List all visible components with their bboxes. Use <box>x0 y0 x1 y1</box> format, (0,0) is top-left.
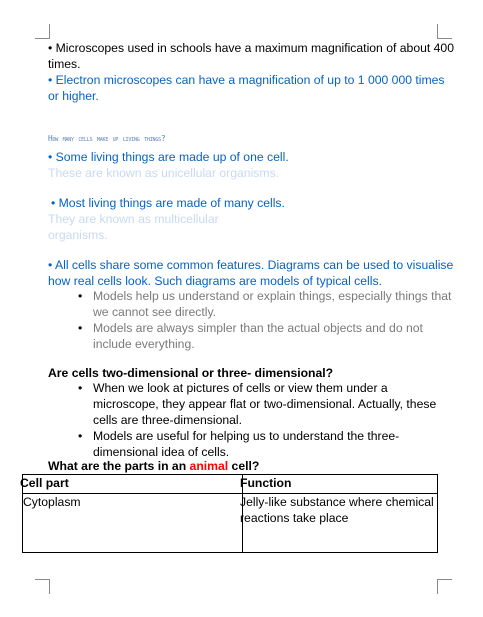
cell-part-value: Cytoplasm <box>23 494 243 553</box>
dimension-list <box>48 380 440 460</box>
microscope-facts <box>48 40 454 104</box>
crop-mark-top-right <box>437 24 452 39</box>
bullet-icon: • <box>78 321 83 335</box>
header-function: Function <box>243 475 438 494</box>
electron-microscope-line: • Electron microscopes can have a magnification of up to 1 000 000 times <box>48 73 445 87</box>
crop-mark-top-left <box>35 24 50 39</box>
list-item-line: Models are always simpler than the actual objects and do not <box>93 321 423 335</box>
unicellular-line: • Some living things are made up of one cell. <box>48 150 289 164</box>
list-item-line: When we look at pictures of cells or view them under a <box>93 381 388 395</box>
electron-microscope-line-cont: or higher. <box>48 89 99 103</box>
multicellular-line-faint-2: organisms. <box>48 228 108 242</box>
cell-function-value: Jelly-like substance where chemical reactions take place <box>243 494 438 553</box>
crop-mark-bottom-left <box>35 579 50 594</box>
microscope-school-line-cont: times. <box>48 57 81 71</box>
parts-question-start: What are the parts in an <box>48 459 190 473</box>
multicellular-block <box>51 195 443 211</box>
list-item <box>48 380 440 428</box>
header-cell-part: Cell part <box>23 475 243 494</box>
common-features-line-2: how real cells look. Such diagrams are models of typical cells. <box>48 274 382 288</box>
models-list <box>48 288 452 352</box>
multicellular-line-faint-1: They are known as multicellular <box>48 212 219 226</box>
multicellular-faint-block <box>48 211 440 243</box>
list-item <box>48 288 452 320</box>
list-item-line: include everything. <box>93 337 195 351</box>
list-item <box>48 320 440 352</box>
common-features-block <box>48 257 454 289</box>
parts-question-highlight: animal <box>189 459 229 473</box>
list-item <box>48 428 440 460</box>
bullet-icon: • <box>78 429 83 443</box>
list-item-line: Models help us understand or explain things, especially things that <box>93 289 452 303</box>
parts-question-end: cell? <box>228 459 260 473</box>
parts-question <box>48 458 440 474</box>
list-item-line: we cannot see directly. <box>93 305 217 319</box>
bullet-icon: • <box>78 381 83 395</box>
list-item-line: microscope, they appear flat or two-dimensional. Actually, these <box>93 397 437 411</box>
unicellular-line-faint: These are known as unicellular organisms. <box>48 166 279 180</box>
microscope-school-line: • Microscopes used in schools have a maximum magnification of about 400 <box>48 41 454 55</box>
table-header-row <box>23 475 438 494</box>
table-row <box>23 494 438 553</box>
cell-parts-table <box>22 474 438 553</box>
multicellular-line: • Most living things are made of many cells. <box>51 196 285 210</box>
list-item-line: cells are three-dimensional. <box>93 413 243 427</box>
list-item-line: Models are useful for helping us to understand the three- <box>93 429 400 443</box>
unicellular-block <box>48 149 440 181</box>
bullet-icon: • <box>78 289 83 303</box>
section-heading: How many cells make up living things? <box>48 134 166 143</box>
list-item-line: dimensional idea of cells. <box>93 445 230 459</box>
common-features-line-1: • All cells share some common features. Diagrams can be used to visualise <box>48 258 454 272</box>
dimension-question: Are cells two-dimensional or three- dimensional? <box>48 366 334 380</box>
crop-mark-bottom-right <box>437 579 452 594</box>
